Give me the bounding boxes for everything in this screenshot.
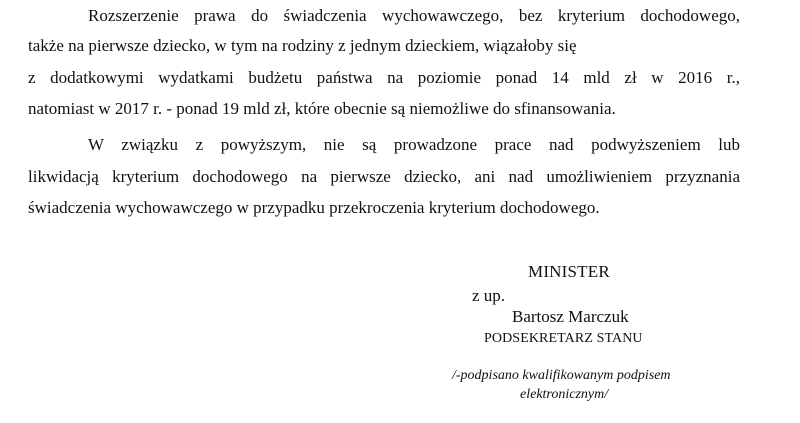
signature-note-line-1: /-podpisano kwalifikowanym podpisem [452, 368, 671, 383]
paragraph-2-line-3: świadczenia wychowawczego w przypadku przekroczenia kryterium dochodowego. [28, 198, 600, 217]
signature-note-line-2: elektronicznym/ [520, 387, 609, 402]
paragraph-2-line-1: W związku z powyższym, nie są prowadzone prace nad podwyższeniem lub [88, 135, 740, 154]
signature-on-behalf: z up. [472, 286, 506, 305]
signatory-name: Bartosz Marczuk [512, 307, 629, 326]
signature-role: MINISTER [528, 262, 610, 281]
paragraph-1-line-1: Rozszerzenie prawa do świadczenia wychowawczego, bez kryterium dochodowego, [88, 6, 740, 25]
paragraph-2-line-2: likwidacją kryterium dochodowego na pierwsze dziecko, ani nad umożliwieniem przyznania [28, 167, 740, 186]
paragraph-1-line-4: natomiast w 2017 r. - ponad 19 mld zł, które obecnie są niemożliwe do sfinansowania. [28, 99, 616, 118]
signatory-title: PODSEKRETARZ STANU [484, 331, 643, 346]
paragraph-1-line-2: także na pierwsze dziecko, w tym na rodziny z jednym dzieckiem, wiązałoby się [28, 36, 577, 55]
paragraph-1-line-3: z dodatkowymi wydatkami budżetu państwa na poziomie ponad 14 mld zł w 2016 r., [28, 68, 740, 87]
